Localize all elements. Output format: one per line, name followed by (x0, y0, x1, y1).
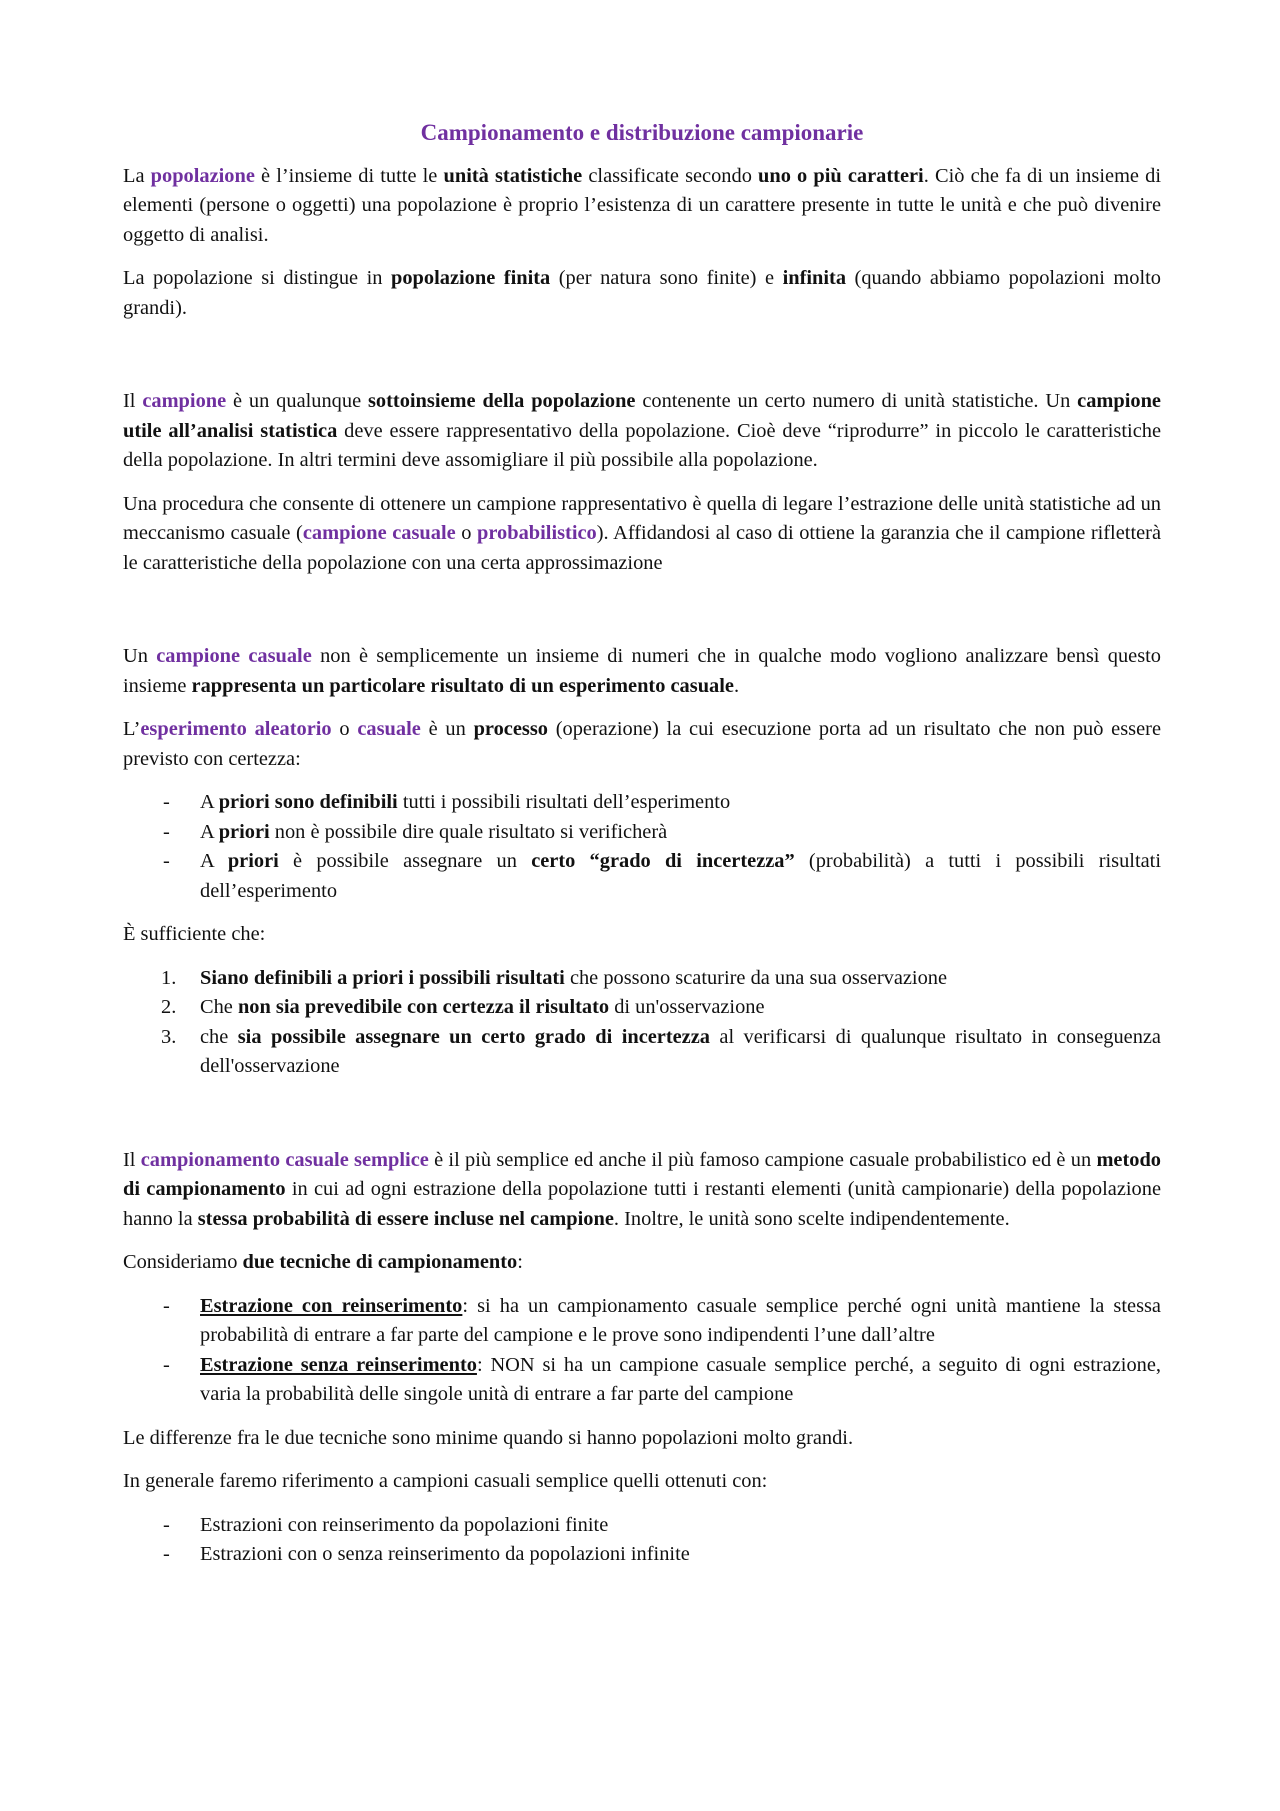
dash-marker: - (163, 1513, 170, 1536)
paragraph-popolazione: La popolazione è l’insieme di tutte le unità statistiche classificate secondo uno o più caratteri. Ciò che fa di un insieme di elementi (persone o oggetti) una popolazione è proprio l’esistenza di un carattere presente in tutte le unità e che può divenire oggetto di analisi. (123, 164, 1161, 246)
term-campione-casuale: campione casuale (302, 522, 456, 544)
dash-marker: - (163, 850, 170, 872)
dash-marker: - (163, 791, 170, 813)
paragraph-esperimento: L’esperimento aleatorio o casuale è un processo (operazione) la cui esecuzione porta ad un risultato che non può essere previsto con certezza: (123, 718, 1161, 770)
paragraph-procedura: Una procedura che consente di ottenere un campione rappresentativo è quella di legare l’estrazione delle unità statistiche ad un meccanismo casuale (campione casuale o probabilistico). Affidandosi al caso di ottiene la garanzia che il campione rifletterà le caratteristiche della popolazione con una certa approssimazione (123, 492, 1161, 574)
list-item: 3. che sia possibile assegnare un certo grado di incertezza al verificarsi di qualunque risultato in conseguenza dell'osservazione (123, 1023, 1161, 1082)
paragraph-campione: Il campione è un qualunque sottoinsieme della popolazione contenente un certo numero di unità statistiche. Un campione utile all’analisi statistica deve essere rappresentativo della popolazione. Cioè deve “riprodurre” in piccolo le caratteristiche della popolazione. In altri termini deve assomigliare il più possibile alla popolazione. (123, 390, 1161, 471)
list-item: - Estrazioni con o senza reinserimento da popolazioni infinite (123, 1540, 1161, 1570)
section-gap (123, 1096, 1161, 1146)
paragraph-campionamento-semplice: Il campionamento casuale semplice è il più semplice ed anche il più famoso campione casuale probabilistico ed è un metodo di campionamento in cui ad ogni estrazione della popolazione tutti i restanti elementi (unità campionarie) della popolazione hanno la stessa probabilità di essere incluse nel campione. Inoltre, le unità sono scelte indipendentemente. (123, 1148, 1161, 1230)
term-campione: campione (142, 390, 227, 412)
page-title: Campionamento e distribuzione campionarie (420, 120, 864, 145)
term-campione-casuale: campione casuale (156, 645, 312, 667)
term-probabilistico: probabilistico (477, 522, 597, 544)
list-item: - A priori non è possibile dire quale risultato si verificherà (123, 818, 1161, 848)
section-gap (123, 592, 1161, 642)
dash-marker: - (163, 1294, 170, 1317)
dash-marker: - (163, 1543, 170, 1565)
paragraph-tecniche: Consideriamo due tecniche di campionamento: (123, 1251, 523, 1273)
list-tecniche (123, 1292, 1161, 1410)
term-casuale: casuale (357, 718, 421, 740)
paragraph-sufficiente: È sufficiente che: (123, 923, 266, 945)
list-item: - A priori è possibile assegnare un certo “grado di incertezza” (probabilità) a tutti i possibili risultati dell’esperimento (123, 847, 1161, 906)
number-marker: 2. (161, 996, 177, 1018)
term-popolazione: popolazione (150, 164, 255, 187)
term-esperimento-aleatorio: esperimento aleatorio (140, 718, 332, 740)
paragraph-differenze: Le differenze fra le due tecniche sono minime quando si hanno popolazioni molto grandi. (123, 1426, 854, 1449)
list-item: 2. Che non sia prevedibile con certezza il risultato di un'osservazione (123, 993, 1161, 1023)
document-body (123, 118, 1161, 1584)
paragraph-popolazione-tipi: La popolazione si distingue in popolazione finita (per natura sono finite) e infinita (quando abbiamo popolazioni molto grandi). (123, 267, 1161, 319)
list-estrazioni (123, 1511, 1161, 1570)
paragraph-campione-casuale: Un campione casuale non è semplicemente un insieme di numeri che in qualche modo vogliono analizzare bensì questo insieme rappresenta un particolare risultato di un esperimento casuale. (123, 645, 1161, 697)
list-item: 1. Siano definibili a priori i possibili risultati che possono scaturire da una sua osservazione (123, 964, 1161, 994)
number-marker: 3. (161, 1025, 177, 1048)
list-condizioni (123, 964, 1161, 1082)
list-priori (123, 788, 1161, 906)
paragraph-generale: In generale faremo riferimento a campioni casuali semplice quelli ottenuti con: (123, 1470, 768, 1492)
list-item: - Estrazione senza reinserimento: NON si ha un campione casuale semplice perché, a seguito di ogni estrazione, varia la probabilità delle singole unità di entrare a far parte del campione (123, 1351, 1161, 1410)
list-item: - A priori sono definibili tutti i possibili risultati dell’esperimento (123, 788, 1161, 818)
dash-marker: - (163, 820, 170, 843)
term-campionamento-casuale-semplice: campionamento casuale semplice (140, 1148, 429, 1171)
section-gap (123, 337, 1161, 387)
dash-marker: - (163, 1353, 170, 1376)
list-item: - Estrazioni con reinserimento da popolazioni finite (123, 1511, 1161, 1541)
number-marker: 1. (161, 966, 177, 989)
list-item: - Estrazione con reinserimento: si ha un campionamento casuale semplice perché ogni unità mantiene la stessa probabilità di entrare a far parte del campione e le prove sono indipendenti l’une dall’altre (123, 1292, 1161, 1351)
